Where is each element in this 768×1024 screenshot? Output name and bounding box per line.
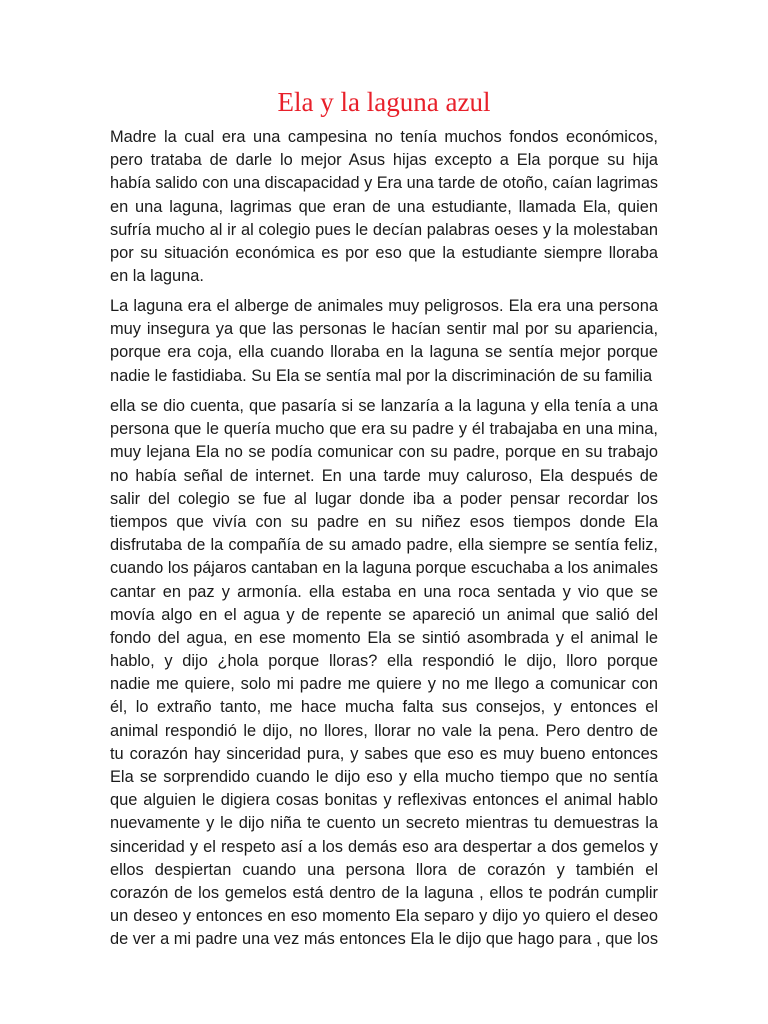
text-line: él, lo extraño tanto, me hace mucha falta sus consejos, y entonces el — [110, 698, 658, 717]
text-line: persona que le quería mucho que era su padre y él trabajaba en una mina, — [110, 420, 658, 439]
text-line: Madre la cual era una campesina no tenía muchos fondos económicos, — [110, 128, 658, 146]
text-line: animal respondió le dijo, no llores, llorar no vale la pena. Pero dentro de — [110, 721, 658, 740]
text-line: tu corazón hay sinceridad pura, y sabes que eso es muy bueno entonces — [110, 744, 658, 763]
text-line: ella se dio cuenta, que pasaría si se lanzaría a la laguna y ella tenía a una — [110, 397, 658, 415]
text-line: fondo del agua, en ese momento Ela se sintió asombrada y el animal le — [110, 628, 658, 647]
text-line: cantar en paz y armonía. ella estaba en una roca sentada y vio que se — [110, 582, 658, 601]
text-line: había salido con una discapacidad y Era una tarde de otoño, caían lagrimas — [110, 174, 658, 193]
text-line: corazón de los gemelos está dentro de la laguna , ellos te podrán cumplir — [110, 883, 658, 902]
paragraph-1 — [110, 126, 658, 288]
text-line: sufría mucho al ir al colegio pues le decían palabras oeses y la molestaban — [110, 220, 658, 239]
text-line: nadie me quiere, solo mi padre me quiere y no me llego a comunicar con — [110, 675, 658, 694]
text-line: disfrutaba de la compañía de su amado padre, ella siempre se sentía feliz, — [110, 536, 658, 555]
document-title: Ela y la laguna azul — [277, 87, 491, 117]
text-line: tiempos que vivía con su padre en su niñez esos tiempos donde Ela — [110, 512, 658, 531]
text-line: sinceridad y el respeto así a los demás eso ara despertar a dos gemelos y — [110, 837, 658, 856]
text-line: ellos despiertan cuando una persona llora de corazón y también el — [110, 860, 658, 879]
text-line: cuando los pájaros cantaban en la laguna porque escuchaba a los animales — [110, 559, 658, 578]
text-line: Ela se sorprendido cuando le dijo eso y ella mucho tiempo que no sentía — [110, 768, 658, 786]
text-line: La laguna era el alberge de animales muy peligrosos. Ela era una persona — [110, 297, 658, 315]
text-line: nuevamente y le dijo niña te cuento un secreto mientras tu demuestras la — [110, 814, 658, 833]
text-line: nadie le fastidiaba. Su Ela se sentía mal por la discriminación de su familia — [110, 366, 653, 385]
text-line: en una laguna, lagrimas que eran de una estudiante, llamada Ela, quien — [110, 197, 658, 216]
text-line: movía algo en el agua y de repente se apareció un animal que salió del — [110, 605, 658, 624]
text-line: muy lejana Ela no se podía comunicar con su padre, porque en su trabajo — [110, 443, 658, 462]
text-line: pero trataba de darle lo mejor Asus hijas excepto a Ela porque su hija — [110, 151, 658, 170]
text-line: en la laguna. — [110, 267, 204, 286]
text-line: que alguien le digiera cosas bonitas y reflexivas entonces el animal hablo — [110, 791, 658, 810]
text-line: de ver a mi padre una vez más entonces Ela le dijo que hago para , que los — [110, 930, 658, 949]
paragraph-2 — [110, 295, 658, 388]
text-line: salir del colegio se fue al lugar donde iba a poder pensar recordar los — [110, 489, 658, 508]
text-line: un deseo y entonces en eso momento Ela separo y dijo yo quiero el deseo — [110, 907, 658, 926]
text-line: hablo, y dijo ¿hola porque lloras? ella respondió le dijo, lloro porque — [110, 652, 658, 671]
text-line: muy insegura ya que las personas le hacían sentir mal por su apariencia, — [110, 320, 658, 339]
text-line: porque era coja, ella cuando lloraba en la laguna se sentía mejor porque — [110, 343, 658, 362]
paragraph-3 — [110, 395, 658, 952]
text-line: no había señal de internet. En una tarde muy caluroso, Ela después de — [110, 466, 658, 485]
text-line: por su situación económica es por eso que la estudiante siempre lloraba — [110, 243, 658, 262]
